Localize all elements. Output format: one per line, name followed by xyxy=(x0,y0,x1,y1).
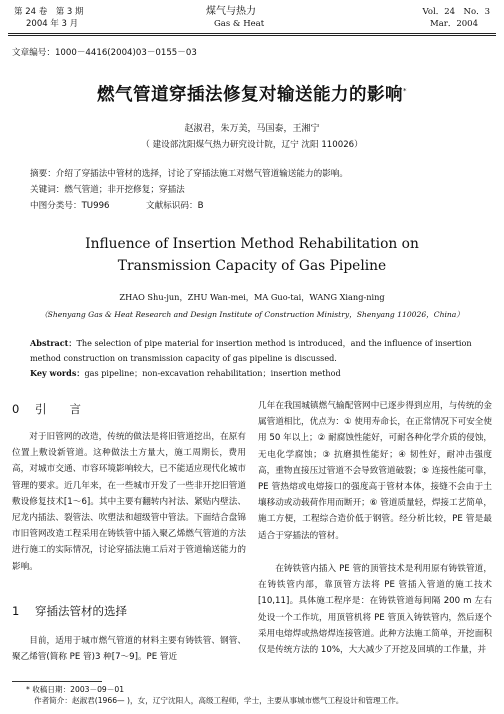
footnote-received-text: 收稿日期：2003－09－01 xyxy=(32,685,125,694)
footnote-rule xyxy=(12,681,102,682)
document-code: 文献标识码：B xyxy=(146,201,204,211)
authors-cn: 赵淑君，朱万美，马国泰，王湘宁 xyxy=(184,124,320,134)
authors-en: ZHAO Shu-jun，ZHU Wan-mei，MA Guo-tai，WANG Xiang-ning xyxy=(119,292,385,302)
section-0-number: 0 xyxy=(12,402,20,416)
article-id: 文章编号：1000－4416(2004)03－0155－03 xyxy=(12,48,197,58)
keywords-en-label: Key words： xyxy=(30,368,85,378)
section-0-paragraph: 对于旧管网的改造，传统的做法是将旧管道挖出，在原有位置上敷设新管道。这种做法土方量大，施工周期长，费用高，对城市交通、市容环境影响较大，已不能适应现代化城市管理的要求。近几年来，在一些城市开发了一些非开挖旧管道敷设修复技术[1～6]。其中主要有翻转内衬法、紧贴内壁法、尼龙内插法、裂管法、吹塑法和超级管中管法。下面结合盘锦市旧管网改造工程采用在铸铁管中插入聚乙烯燃气管道的方法进行施工的实际情况，讨论穿插法施工后对于管道输送能力的影响。 xyxy=(12,432,246,572)
right-column-paragraph-1: 几年在我国城镇燃气输配管网中已逐步得到应用，与传统的金属管道相比，优点为：① 使用寿命长，在正常情况下可安全使用 50 年以上；② 耐腐蚀性能好，可耐各种化学介质的侵蚀，无电化学腐蚀；③ 抗磨损性能好；④ 韧性好，耐冲击强度高，重物直接压过管道不会导致管道破裂；⑤ 连接性能可靠，PE 管热熔或电熔接口的强度高于管材本体，接缝不会由于土壤移动或动载荷作用而断开；⑥ 管道质量轻，焊接工艺简单，施工方便，工程综合造价低于钢管。经分析比较，PE 管是最适合于穿插法的管材。 xyxy=(258,401,492,541)
header-date-cn: 2004 年 3 月 xyxy=(26,19,79,29)
footnote-author-bio: 作者简介：赵淑君(1966— )，女，辽宁沈阳人，高级工程师，学士，主要从事城市燃气工程设计和管理工作。 xyxy=(34,696,404,705)
section-1-title: 穿插法管材的选择 xyxy=(34,604,127,618)
right-column-paragraph-2: 在铸铁管内插入 PE 管的顶管技术是利用原有铸铁管道，在铸铁管内部，靠顶管方法将 PE 管插入管道的施工技术[10,11]。具体施工程序是：在铸铁管道每间隔 200 m 左右处设一个工作坑，用顶管机将 PE 管顶入铸铁管内，然后逐个采用电熔焊或热熔焊连接管道。此种方法施工简单，开挖面积仅是传统方法的 10%，大大减少了开挖及回填的工作量，并 xyxy=(258,564,492,656)
section-1-paragraph: 目前，适用于城市燃气管道的材料主要有铸铁管、钢管、聚乙烯管(简称 PE 管)3 种[7～9]。PE 管近 xyxy=(12,636,246,663)
title-footnote-mark: * xyxy=(403,87,407,96)
header-rule-2 xyxy=(8,35,496,36)
abstract-en-label: Abstract： xyxy=(30,338,77,348)
keywords-cn: 关键词：燃气管道；非开挖修复；穿插法 xyxy=(30,185,185,195)
affiliation-en: （Shenyang Gas & Heat Research and Design Institute of Construction Ministry，Shenyang 110026，China） xyxy=(40,310,464,319)
header-journal-cn: 煤气与热力 xyxy=(206,6,256,17)
header-volume-cn: 第 24 卷 第 3 期 xyxy=(14,7,84,17)
title-en-line-2: Transmission Capacity of Gas Pipeline xyxy=(117,258,387,274)
section-1-number: 1 xyxy=(12,604,20,618)
title-cn xyxy=(0,81,504,106)
header-date-en: Mar．2004 xyxy=(430,19,478,29)
keywords-en: gas pipeline；non-excavation rehabilitation；insertion method xyxy=(84,368,341,378)
abstract-en-line-2: method construction on transmission capacity of gas pipeline is discussed. xyxy=(30,353,337,363)
title-en-line-1: Influence of Insertion Method Rehabilitation on xyxy=(85,236,419,252)
footnote-star: * xyxy=(26,685,30,694)
abstract-en xyxy=(30,336,474,381)
header-journal-en: Gas & Heat xyxy=(214,19,265,29)
abstract-en-line-1: The selection of pipe material for insertion method is introduced，and the influence of insertion xyxy=(76,338,472,348)
footnote-received xyxy=(26,684,124,695)
section-0-heading xyxy=(12,401,81,417)
affiliation-cn: （ 建设部沈阳煤气热力研究设计院，辽宁 沈阳 110026） xyxy=(141,140,363,150)
section-1-heading xyxy=(12,603,127,619)
title-cn-text: 燃气管道穿插法修复对输送能力的影响 xyxy=(97,85,403,105)
header-volume-en: Vol．24 No．3 xyxy=(422,7,490,17)
section-0-title: 引 言 xyxy=(34,402,81,416)
class-number: 中图分类号：TU996 xyxy=(30,201,110,211)
header-rule-1 xyxy=(8,33,496,34)
abstract-cn: 摘要：介绍了穿插法中管材的选择，讨论了穿插法施工对燃气管道输送能力的影响。 xyxy=(30,169,348,179)
